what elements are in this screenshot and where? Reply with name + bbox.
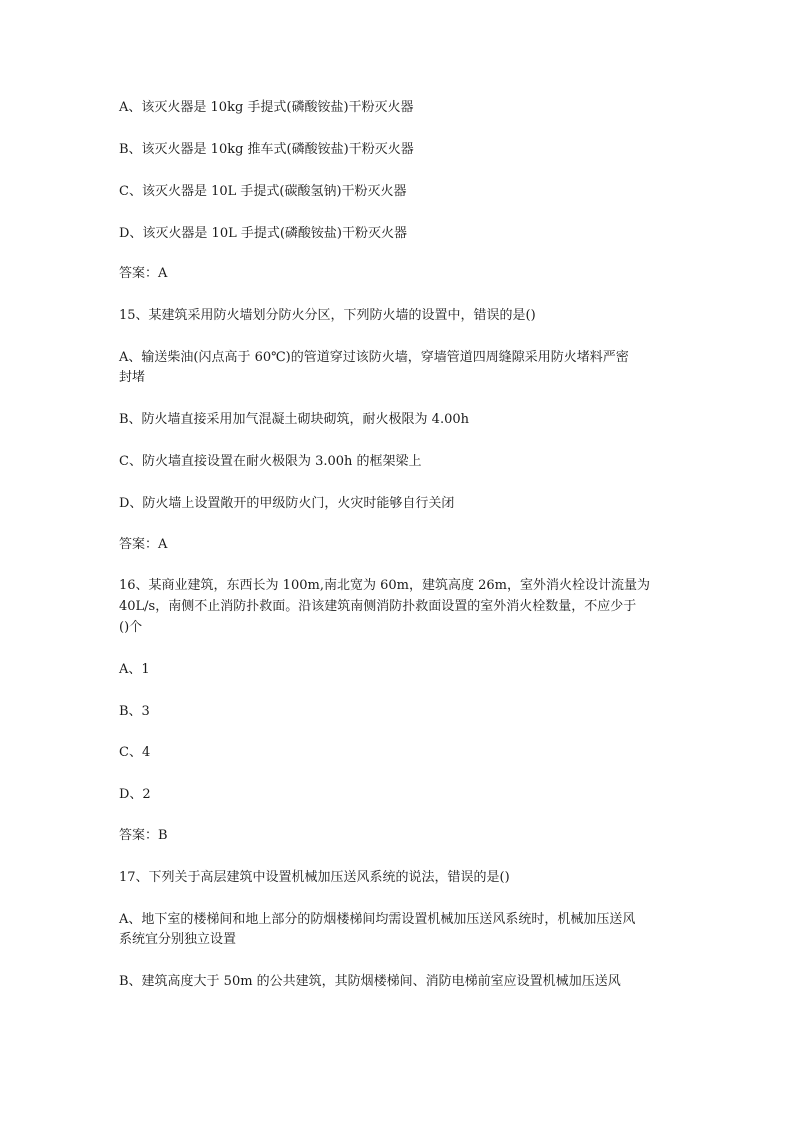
- option-c-text: C、防火墙直接设置在耐火极限为 3.00h 的框架梁上: [119, 454, 422, 469]
- option-a-text-cont: 系统宜分别独立设置: [119, 932, 237, 947]
- question-17: 17、下列关于高层建筑中设置机械加压送风系统的说法，错误的是(): [119, 870, 510, 885]
- option-a-text: A、输送柴油(闪点高于 60℃)的管道穿过该防火墙，穿墙管道四周缝隙采用防火堵料严密: [119, 350, 629, 365]
- option-d-text: D、2: [119, 787, 151, 802]
- option-b-text: B、防火墙直接采用加气混凝土砌块砌筑，耐火极限为 4.00h: [119, 412, 470, 427]
- option-c-text: C、该灭火器是 10L 手提式(碳酸氢钠)干粉灭火器: [119, 184, 407, 199]
- option-b-text: B、3: [119, 704, 150, 719]
- option-d-text: D、该灭火器是 10L 手提式(磷酸铵盐)干粉灭火器: [119, 226, 408, 241]
- option-a-text: A、地下室的楼梯间和地上部分的防烟楼梯间均需设置机械加压送风系统时，机械加压送风: [119, 912, 636, 927]
- option-b-text: B、建筑高度大于 50m 的公共建筑，其防烟楼梯间、消防电梯前室应设置机械加压送风: [119, 974, 621, 989]
- answer-text: 答案：A: [119, 266, 168, 281]
- option-b-text: B、该灭火器是 10kg 推车式(磷酸铵盐)干粉灭火器: [119, 142, 414, 157]
- option-a-text: A、该灭火器是 10kg 手提式(磷酸铵盐)干粉灭火器: [119, 100, 414, 115]
- answer-text: 答案：B: [119, 828, 168, 843]
- question-16: 16、某商业建筑，东西长为 100m,南北宽为 60m，建筑高度 26m，室外消火栓设计流量为: [119, 578, 650, 593]
- question-16-cont: 40L/s，南侧不止消防扑救面。沿该建筑南侧消防扑救面设置的室外消火栓数量，不应少于: [119, 599, 637, 614]
- answer-text: 答案：A: [119, 537, 168, 552]
- question-16-cont: ()个: [119, 620, 143, 635]
- option-c-text: C、4: [119, 745, 151, 760]
- option-a-text-cont: 封堵: [119, 370, 146, 385]
- option-a-text: A、1: [119, 662, 150, 677]
- question-15: 15、某建筑采用防火墙划分防火分区，下列防火墙的设置中，错误的是(): [119, 308, 536, 323]
- option-d-text: D、防火墙上设置敞开的甲级防火门，火灾时能够自行关闭: [119, 496, 455, 511]
